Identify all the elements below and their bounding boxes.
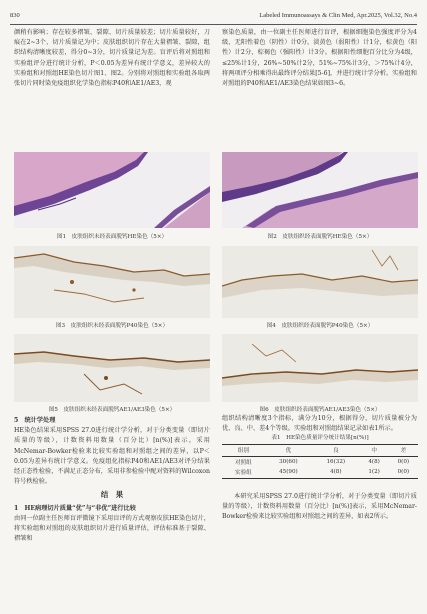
statistics-paragraph: HE染色结果采用SPSS 27.0进行统计学分析，对于分类变量（即切片质量的等级），计数资料用数量（百分比）[n(%)]表示，采用McNemar-Bowker检验来比较实验组和对照组之间的差异，以P＜0.05为差异有统计学意义。免疫组化指标P40和AE1/AE3对评分结果经正态性检验，不满足正态分布，采用非参检验中配对资料的Wilcoxon符号秩检验。 bbox=[14, 427, 210, 486]
statistics-heading: 5 统计学处理 bbox=[14, 417, 56, 424]
table-cell: 1(2) bbox=[368, 469, 380, 476]
left-top-paragraph: 颜稍有影响；存在较多褶皱、裂隙、切片质量较差；切片质量较好，刀痕在2~3个，切片质量记为中；皮肤组织切片存在大量褶皱、裂隙，组织结构清晰度较差，得分0~3分，切片质量记为差。盲评后将对照组和实验组评分进行统计分析，P＜0.05为差异有统计学意义，差异较大的实验组和对照组HE染色切片图1、图2。分别将对照组和实验组各取两张切片同时染免疫组织化学染色指标P40和AE1/AE3，观 bbox=[14, 29, 210, 88]
header-rule bbox=[10, 24, 417, 25]
table-cell: 30(60) bbox=[279, 458, 298, 465]
journal-header: Labeled Immunoassays & Clin Med, Apr.2025, Vol.32, No.4 bbox=[259, 12, 417, 19]
figure-5-ae1ae3-image bbox=[14, 334, 210, 402]
table-header-cell: 中 bbox=[371, 448, 377, 455]
table-row bbox=[222, 467, 418, 478]
table-header-row bbox=[222, 445, 418, 457]
table-cell: 0(0) bbox=[397, 458, 410, 465]
figure-6-ae1ae3-image bbox=[222, 334, 418, 402]
table-cell: 对照组 bbox=[234, 459, 252, 466]
table-cell: 45(90) bbox=[279, 469, 298, 476]
table-header-cell: 组别 bbox=[237, 448, 249, 455]
table-cell: 实验组 bbox=[234, 470, 252, 477]
figure-2-he-image bbox=[222, 152, 418, 228]
table-header-cell: 差 bbox=[400, 448, 407, 455]
table-header-cell: 良 bbox=[333, 448, 339, 455]
figure-1-he-image bbox=[14, 152, 210, 228]
figure-4-p40-image bbox=[222, 246, 418, 318]
table-1 bbox=[222, 444, 418, 479]
figure-5-caption: 图5 皮肤组织未经表面脱钙AE1/AE3染色（5×） bbox=[48, 407, 176, 413]
results-subheading: 1 HE病理切片质量“优”与“非优”进行比较 bbox=[14, 504, 136, 512]
table-cell: 16(32) bbox=[326, 458, 346, 465]
table-cell: 0(0) bbox=[397, 469, 410, 476]
figure-1-caption: 图1 皮肤组织未经表面脱钙HE染色（5×） bbox=[56, 234, 168, 240]
page-number: 830 bbox=[10, 12, 20, 19]
figure-3-caption: 图3 皮肤组织未经表面脱钙P40染色（5×） bbox=[55, 323, 169, 329]
table-cell: 4(8) bbox=[330, 469, 342, 476]
results-heading: 结 果 bbox=[100, 490, 124, 500]
right-bottom-paragraph: 本研究采用SPSS 27.0进行统计学分析，对于分类变量（即切片质量的等级），计数资料用数量（百分比）[n(%)]表示，采用McNemar-Bowker检验来比较实验组和对照组之间的差异，如表2所示。 bbox=[222, 493, 417, 521]
table-cell: 4(8) bbox=[368, 458, 380, 465]
table-1-caption: 表1 HE染色质量评分统计结果[n(%)] bbox=[271, 435, 369, 441]
right-mid-paragraph: 组织结构清晰度3个指标，满分为10分，根据得分，切片质量被分为优、良、中、差4个等级。实验组和对照组结果记录如表1所示。 bbox=[222, 415, 417, 433]
figure-2-caption: 图2 皮肤组织经表面脱钙HE染色（5×） bbox=[267, 234, 373, 240]
table-row bbox=[222, 456, 418, 467]
figure-6-caption: 图6 皮肤组织经表面脱钙AE1/AE3染色（5×） bbox=[259, 407, 381, 413]
figure-4-caption: 图4 皮肤组织经表面脱钙P40染色（5×） bbox=[266, 323, 374, 329]
right-top-paragraph: 察染色质量，由一位副主任医师进行盲评，根据细胞染色强度评分为4级，无阳性着色（阴性）计0分，淡黄色（弱阳性）计1分，棕黄色（阳性）计2分，棕褐色（强阳性）计3分。根据阳性细胞百分比分为4级，≤25%计1分，26%~50%计2分，51%~75%计3分，＞75%计4分，将两项评分相乘得出最终评分结果[5-6]，并进行统计学分析。实验组和对照组的P40和AE1/AE3染色结果如图3~6。 bbox=[222, 29, 417, 88]
left-bottom-column bbox=[14, 416, 210, 544]
figure-3-p40-image bbox=[14, 246, 210, 318]
results-paragraph: 由同一位副主任医师盲评微镜下采用盲评的方式观察皮肤HE染色切片，将实验组和对照组的皮肤组织切片进行质量评估，评估标准基于裂隙、褶皱和 bbox=[14, 514, 210, 543]
table-header-cell: 优 bbox=[285, 448, 292, 455]
